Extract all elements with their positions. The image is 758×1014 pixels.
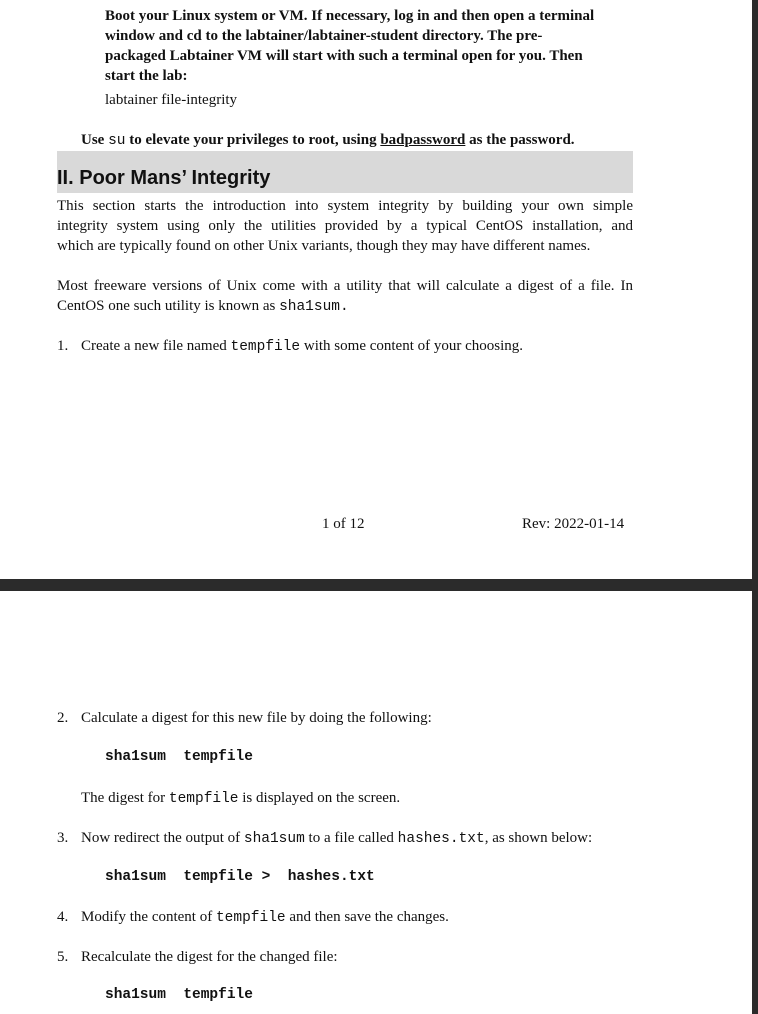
step-2-note-code: tempfile [168, 791, 239, 807]
step-2-note-suffix: is displayed on the screen. [238, 790, 401, 806]
step-5-number: 5. [57, 949, 69, 965]
intro-line-1: Boot your Linux system or VM. If necessary, log in and then open a terminal [105, 8, 595, 24]
step-2-note-prefix: The digest for [81, 790, 169, 806]
paragraph-2-line-1: Most freeware versions of Unix come with a utility that will calculate a digest of a file. In [57, 278, 633, 294]
step-5-text: Recalculate the digest for the changed file: [81, 949, 338, 965]
footer-revision: Rev: 2022-01-14 [522, 516, 625, 532]
start-command: labtainer file-integrity [105, 92, 238, 108]
step-1-prefix: Create a new file named [81, 338, 231, 354]
paragraph-1 [57, 196, 633, 256]
footer-page-number: 1 of 12 [322, 516, 365, 532]
intro-line-4: start the lab: [105, 68, 188, 84]
step-1-suffix: with some content of your choosing. [300, 338, 524, 354]
step-3-code-2: hashes.txt [397, 831, 485, 847]
paragraph-2 [57, 276, 633, 317]
section-heading: II. Poor Mans’ Integrity [57, 167, 271, 189]
step-1-number: 1. [57, 338, 69, 354]
step-1-code: tempfile [230, 339, 301, 355]
intro-line-3: packaged Labtainer VM will start with such a terminal open for you. Then [105, 48, 583, 64]
page-separator [0, 579, 758, 591]
step-3-middle: to a file called [304, 830, 398, 846]
step-2-note [81, 788, 400, 809]
step-3-code-1: sha1sum [243, 831, 305, 847]
paragraph-1-line-3: which are typically found on other Unix variants, though they may have different names. [57, 238, 591, 254]
step-4-text [81, 907, 449, 928]
paragraph-1-line-1: This section starts the introduction into system integrity by building your own simple [57, 198, 633, 214]
step-2-command: sha1sum tempfile [105, 749, 253, 765]
step-4-code: tempfile [215, 910, 286, 926]
step-3-text [81, 828, 592, 849]
step-5-command: sha1sum tempfile [105, 987, 253, 1003]
step-3-suffix: , as shown below: [484, 830, 593, 846]
su-instruction [81, 130, 575, 151]
paragraph-2-prefix: CentOS one such utility is known as [57, 298, 280, 314]
step-3-number: 3. [57, 830, 69, 846]
su-code: su [108, 133, 126, 149]
paragraph-2-line-2 [57, 296, 633, 317]
intro-line-2: window and cd to the labtainer/labtainer-student directory. The pre- [105, 28, 543, 44]
viewer-scroll-edge [752, 0, 758, 1014]
step-3-prefix: Now redirect the output of [81, 830, 244, 846]
su-middle: to elevate your privileges to root, using [125, 132, 381, 148]
step-4-number: 4. [57, 909, 69, 925]
su-password: badpassword [380, 132, 466, 148]
sha1sum-code: sha1sum. [279, 299, 349, 315]
step-2-number: 2. [57, 710, 69, 726]
step-4-suffix: and then save the changes. [285, 909, 449, 925]
step-2-text: Calculate a digest for this new file by doing the following: [81, 710, 432, 726]
step-3-command: sha1sum tempfile > hashes.txt [105, 869, 375, 885]
document-page-2 [0, 591, 752, 1014]
paragraph-1-line-2: integrity system using only the utilities provided by a typical CentOS installation, and [57, 218, 633, 234]
step-1-text [81, 336, 523, 357]
su-prefix: Use [81, 132, 109, 148]
step-4-prefix: Modify the content of [81, 909, 216, 925]
su-suffix: as the password. [465, 132, 575, 148]
